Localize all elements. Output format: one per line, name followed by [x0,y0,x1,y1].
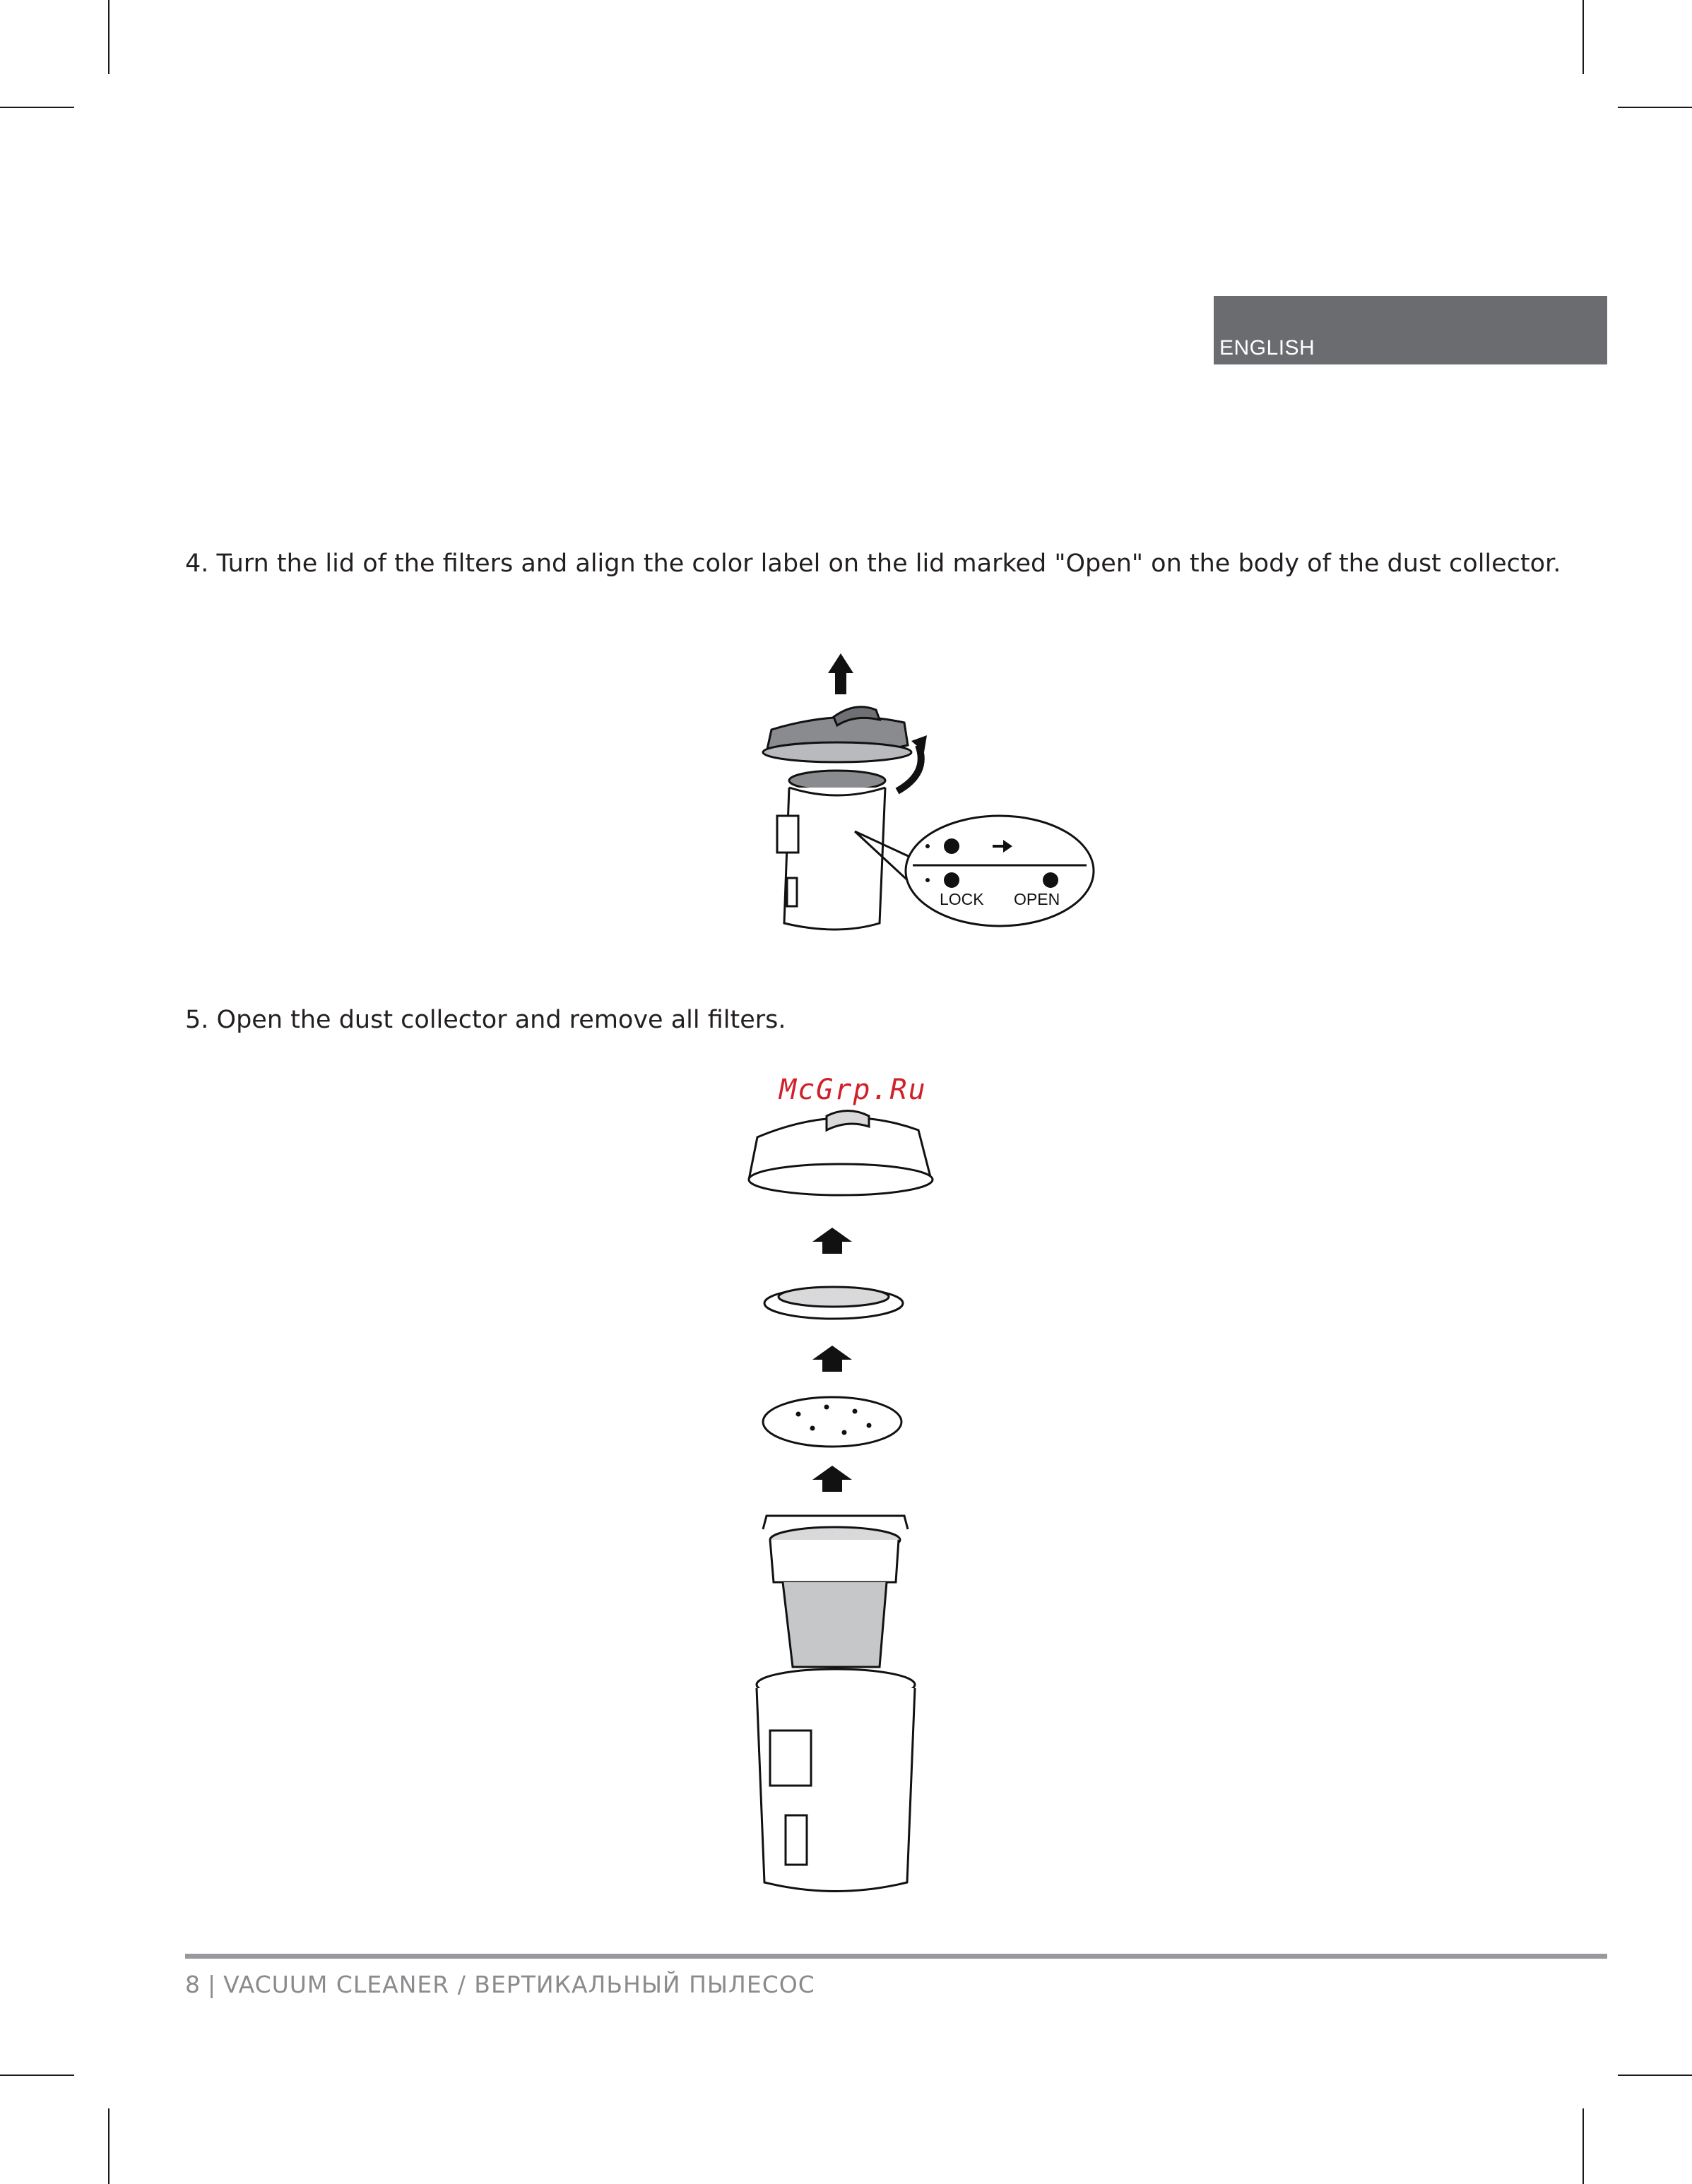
crop-mark [108,0,110,74]
page-footer [185,1971,815,1998]
step-4-text: 4. Turn the lid of the filters and align the color label on the lid marked "Open" on the body of the dust collector. [185,550,1561,578]
filter-frame [764,1287,903,1319]
footer-title: VACUUM CLEANER / ВЕРТИКАЛЬНЫЙ ПЫЛЕСОС [223,1971,815,1998]
up-arrow-icon [812,1228,852,1254]
callout-open-label: OPEN [1014,890,1060,908]
footer-rule [185,1954,1607,1959]
up-arrow-icon [828,653,853,694]
page-number: 8 [185,1971,201,1998]
crop-mark [0,2075,74,2076]
up-arrow-icon [812,1346,852,1372]
dust-collector-body [757,1669,915,1892]
callout-lock-label: LOCK [940,890,984,908]
crop-mark [108,2108,110,2184]
watermark: McGrp.Ru [779,1074,927,1106]
step-5-text: 5. Open the dust collector and remove all filters. [185,1006,786,1034]
figure-exploded-filters [742,1088,940,1900]
dust-collector-lid [749,1111,933,1196]
dust-collector-lid [763,707,911,762]
mesh-filter [763,1516,908,1667]
sponge-filter [763,1397,901,1447]
crop-mark [1618,107,1692,108]
language-tab-label: ENGLISH [1219,336,1315,360]
crop-mark [1582,2108,1584,2184]
figure-lid-rotate [749,646,1109,943]
up-arrow-icon [812,1466,852,1492]
dust-collector-body [777,771,885,930]
crop-mark [1618,2075,1692,2076]
crop-mark [1582,0,1584,74]
footer-separator: | [208,1971,217,1998]
language-tab [1214,296,1607,364]
crop-mark [0,107,74,108]
lock-open-callout [855,816,1094,926]
